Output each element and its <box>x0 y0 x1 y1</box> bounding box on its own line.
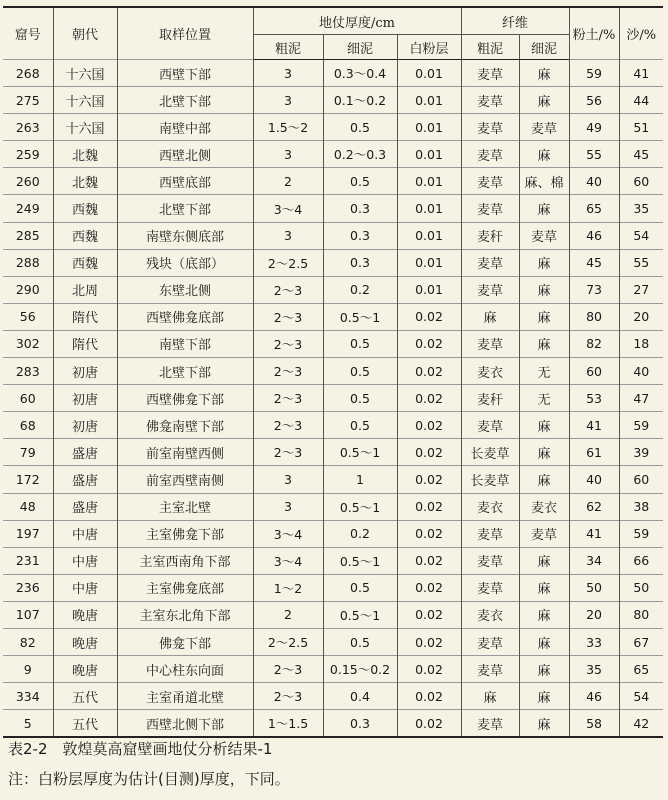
cell-cave-no: 259 <box>3 141 53 168</box>
cell-fiber-coarse: 麦草 <box>461 330 519 357</box>
cell-dynasty: 西魏 <box>53 222 117 249</box>
cell-silt-percent: 58 <box>569 710 619 738</box>
cell-fine-mud-thickness: 1 <box>323 466 397 493</box>
cell-sand-percent: 67 <box>619 628 663 655</box>
cell-silt-percent: 49 <box>569 114 619 141</box>
cell-white-layer-thickness: 0.02 <box>397 330 461 357</box>
cell-fiber-fine: 麻 <box>519 466 569 493</box>
cell-silt-percent: 53 <box>569 385 619 412</box>
cell-fiber-coarse: 麦草 <box>461 87 519 114</box>
cell-location: 前室南壁西侧 <box>117 439 253 466</box>
cell-dynasty: 十六国 <box>53 60 117 87</box>
cell-coarse-mud-thickness: 2～2.5 <box>253 249 323 276</box>
cell-white-layer-thickness: 0.01 <box>397 87 461 114</box>
cell-coarse-mud-thickness: 2～3 <box>253 358 323 385</box>
cell-white-layer-thickness: 0.02 <box>397 385 461 412</box>
cell-sand-percent: 27 <box>619 276 663 303</box>
cell-coarse-mud-thickness: 3～4 <box>253 195 323 222</box>
cell-sand-percent: 38 <box>619 493 663 520</box>
cell-dynasty: 西魏 <box>53 195 117 222</box>
cell-silt-percent: 56 <box>569 87 619 114</box>
cell-fiber-coarse: 麦草 <box>461 276 519 303</box>
cell-location: 主室东北角下部 <box>117 601 253 628</box>
cell-white-layer-thickness: 0.02 <box>397 656 461 683</box>
table-header <box>3 7 663 60</box>
cell-dynasty: 中唐 <box>53 574 117 601</box>
cell-fiber-fine: 麻、棉 <box>519 168 569 195</box>
cell-cave-no: 60 <box>3 385 53 412</box>
cell-fiber-coarse: 麦草 <box>461 114 519 141</box>
cell-coarse-mud-thickness: 3～4 <box>253 520 323 547</box>
cell-fiber-coarse: 麦草 <box>461 656 519 683</box>
cell-fine-mud-thickness: 0.5 <box>323 114 397 141</box>
cell-coarse-mud-thickness: 1～2 <box>253 574 323 601</box>
cell-fine-mud-thickness: 0.3 <box>323 710 397 738</box>
table-row <box>3 330 663 357</box>
cell-sand-percent: 41 <box>619 60 663 87</box>
cell-silt-percent: 59 <box>569 60 619 87</box>
cell-white-layer-thickness: 0.01 <box>397 60 461 87</box>
cell-cave-no: 82 <box>3 628 53 655</box>
cell-fiber-fine: 麦草 <box>519 114 569 141</box>
cell-dynasty: 初唐 <box>53 385 117 412</box>
header-fiber-fine: 细泥 <box>519 35 569 60</box>
table-row <box>3 547 663 574</box>
cell-location: 西壁北侧下部 <box>117 710 253 738</box>
table-row <box>3 222 663 249</box>
table-row <box>3 574 663 601</box>
cell-sand-percent: 35 <box>619 195 663 222</box>
cell-silt-percent: 33 <box>569 628 619 655</box>
header-fiber-coarse: 粗泥 <box>461 35 519 60</box>
cell-fine-mud-thickness: 0.3 <box>323 195 397 222</box>
cell-location: 南壁东侧底部 <box>117 222 253 249</box>
cell-fiber-fine: 麻 <box>519 87 569 114</box>
cell-white-layer-thickness: 0.01 <box>397 141 461 168</box>
cell-location: 主室甬道北壁 <box>117 683 253 710</box>
cell-white-layer-thickness: 0.02 <box>397 683 461 710</box>
table-row <box>3 276 663 303</box>
table-row <box>3 412 663 439</box>
table-row <box>3 168 663 195</box>
cell-fine-mud-thickness: 0.1～0.2 <box>323 87 397 114</box>
cell-white-layer-thickness: 0.01 <box>397 195 461 222</box>
cell-white-layer-thickness: 0.02 <box>397 493 461 520</box>
cell-cave-no: 263 <box>3 114 53 141</box>
cell-sand-percent: 60 <box>619 466 663 493</box>
cell-fiber-fine: 麻 <box>519 303 569 330</box>
cell-fiber-coarse: 麦草 <box>461 520 519 547</box>
cell-fiber-coarse: 长麦草 <box>461 466 519 493</box>
cell-silt-percent: 40 <box>569 466 619 493</box>
cell-cave-no: 197 <box>3 520 53 547</box>
cell-location: 主室佛龛下部 <box>117 520 253 547</box>
cell-coarse-mud-thickness: 3 <box>253 493 323 520</box>
cell-fine-mud-thickness: 0.5～1 <box>323 601 397 628</box>
cell-fine-mud-thickness: 0.5～1 <box>323 547 397 574</box>
cell-sand-percent: 47 <box>619 385 663 412</box>
cell-cave-no: 275 <box>3 87 53 114</box>
cell-dynasty: 五代 <box>53 683 117 710</box>
cell-dynasty: 中唐 <box>53 547 117 574</box>
cell-dynasty: 十六国 <box>53 87 117 114</box>
cell-coarse-mud-thickness: 2～3 <box>253 656 323 683</box>
cell-fine-mud-thickness: 0.5 <box>323 385 397 412</box>
cell-fine-mud-thickness: 0.2～0.3 <box>323 141 397 168</box>
cell-location: 残块（底部） <box>117 249 253 276</box>
cell-fiber-coarse: 麻 <box>461 303 519 330</box>
cell-cave-no: 260 <box>3 168 53 195</box>
cell-white-layer-thickness: 0.02 <box>397 439 461 466</box>
cell-cave-no: 5 <box>3 710 53 738</box>
cell-white-layer-thickness: 0.01 <box>397 114 461 141</box>
cell-white-layer-thickness: 0.02 <box>397 547 461 574</box>
cell-silt-percent: 45 <box>569 249 619 276</box>
table-row <box>3 710 663 738</box>
cell-sand-percent: 42 <box>619 710 663 738</box>
cell-location: 南壁中部 <box>117 114 253 141</box>
cell-location: 西壁佛龛底部 <box>117 303 253 330</box>
cell-fiber-coarse: 长麦草 <box>461 439 519 466</box>
cell-dynasty: 晚唐 <box>53 656 117 683</box>
cell-sand-percent: 54 <box>619 683 663 710</box>
cell-sand-percent: 40 <box>619 358 663 385</box>
cell-fiber-coarse: 麦衣 <box>461 601 519 628</box>
cell-white-layer-thickness: 0.02 <box>397 574 461 601</box>
cell-fiber-fine: 麻 <box>519 574 569 601</box>
header-silt: 粉土/% <box>569 7 619 60</box>
cell-coarse-mud-thickness: 2～3 <box>253 385 323 412</box>
cell-fine-mud-thickness: 0.3～0.4 <box>323 60 397 87</box>
cell-sand-percent: 51 <box>619 114 663 141</box>
cell-coarse-mud-thickness: 3 <box>253 60 323 87</box>
cell-silt-percent: 41 <box>569 520 619 547</box>
header-sand: 沙/% <box>619 7 663 60</box>
cell-fiber-coarse: 麦草 <box>461 710 519 738</box>
cell-white-layer-thickness: 0.02 <box>397 358 461 385</box>
cell-dynasty: 北魏 <box>53 168 117 195</box>
cell-silt-percent: 35 <box>569 656 619 683</box>
cell-silt-percent: 82 <box>569 330 619 357</box>
cell-cave-no: 334 <box>3 683 53 710</box>
cell-fine-mud-thickness: 0.5～1 <box>323 303 397 330</box>
cell-dynasty: 初唐 <box>53 358 117 385</box>
cell-fine-mud-thickness: 0.5 <box>323 168 397 195</box>
cell-white-layer-thickness: 0.01 <box>397 168 461 195</box>
cell-fiber-coarse: 麦草 <box>461 628 519 655</box>
cell-dynasty: 盛唐 <box>53 466 117 493</box>
cell-fine-mud-thickness: 0.2 <box>323 276 397 303</box>
cell-cave-no: 9 <box>3 656 53 683</box>
cell-fine-mud-thickness: 0.5 <box>323 574 397 601</box>
cell-fiber-coarse: 麦草 <box>461 141 519 168</box>
cell-sand-percent: 18 <box>619 330 663 357</box>
cell-fiber-coarse: 麻 <box>461 683 519 710</box>
cell-fiber-coarse: 麦衣 <box>461 493 519 520</box>
cell-cave-no: 302 <box>3 330 53 357</box>
cell-coarse-mud-thickness: 3～4 <box>253 547 323 574</box>
cell-fine-mud-thickness: 0.5～1 <box>323 493 397 520</box>
cell-silt-percent: 80 <box>569 303 619 330</box>
cell-cave-no: 285 <box>3 222 53 249</box>
cell-sand-percent: 39 <box>619 439 663 466</box>
cell-dynasty: 西魏 <box>53 249 117 276</box>
cell-dynasty: 五代 <box>53 710 117 738</box>
cell-coarse-mud-thickness: 2～2.5 <box>253 628 323 655</box>
cell-dynasty: 隋代 <box>53 303 117 330</box>
cell-location: 主室西南角下部 <box>117 547 253 574</box>
cell-cave-no: 68 <box>3 412 53 439</box>
cell-cave-no: 48 <box>3 493 53 520</box>
cell-fiber-fine: 麦衣 <box>519 493 569 520</box>
cell-fiber-fine: 麻 <box>519 710 569 738</box>
table-row <box>3 520 663 547</box>
cell-fiber-coarse: 麦秆 <box>461 385 519 412</box>
cell-fine-mud-thickness: 0.5 <box>323 412 397 439</box>
cell-white-layer-thickness: 0.02 <box>397 710 461 738</box>
cell-coarse-mud-thickness: 1～1.5 <box>253 710 323 738</box>
cell-dynasty: 中唐 <box>53 520 117 547</box>
cell-white-layer-thickness: 0.02 <box>397 520 461 547</box>
analysis-table <box>3 6 663 738</box>
cell-white-layer-thickness: 0.02 <box>397 601 461 628</box>
cell-fine-mud-thickness: 0.5 <box>323 358 397 385</box>
cell-dynasty: 盛唐 <box>53 439 117 466</box>
table-caption: 表2-2 敦煌莫高窟壁画地仗分析结果-1 <box>8 740 273 758</box>
cell-location: 佛龛南壁下部 <box>117 412 253 439</box>
cell-sand-percent: 55 <box>619 249 663 276</box>
cell-location: 西壁北侧 <box>117 141 253 168</box>
cell-sand-percent: 59 <box>619 520 663 547</box>
cell-fine-mud-thickness: 0.5 <box>323 628 397 655</box>
cell-cave-no: 172 <box>3 466 53 493</box>
table-body <box>3 60 663 738</box>
cell-fiber-fine: 麻 <box>519 601 569 628</box>
table-row <box>3 385 663 412</box>
cell-fine-mud-thickness: 0.4 <box>323 683 397 710</box>
cell-white-layer-thickness: 0.01 <box>397 249 461 276</box>
cell-silt-percent: 50 <box>569 574 619 601</box>
cell-coarse-mud-thickness: 2～3 <box>253 303 323 330</box>
table-row <box>3 249 663 276</box>
cell-fiber-fine: 麻 <box>519 683 569 710</box>
cell-dynasty: 隋代 <box>53 330 117 357</box>
header-cave-no: 窟号 <box>3 7 53 60</box>
cell-fiber-coarse: 麦草 <box>461 249 519 276</box>
cell-fine-mud-thickness: 0.15～0.2 <box>323 656 397 683</box>
cell-location: 佛龛下部 <box>117 628 253 655</box>
cell-dynasty: 初唐 <box>53 412 117 439</box>
table-row <box>3 656 663 683</box>
header-thickness-group: 地仗厚度/cm <box>253 7 461 35</box>
cell-location: 主室北壁 <box>117 493 253 520</box>
header-white-layer: 白粉层 <box>397 35 461 60</box>
table-row <box>3 493 663 520</box>
header-fiber-group: 纤维 <box>461 7 569 35</box>
cell-sand-percent: 59 <box>619 412 663 439</box>
cell-fiber-fine: 麻 <box>519 141 569 168</box>
cell-fine-mud-thickness: 0.2 <box>323 520 397 547</box>
cell-silt-percent: 46 <box>569 683 619 710</box>
cell-silt-percent: 61 <box>569 439 619 466</box>
cell-dynasty: 北魏 <box>53 141 117 168</box>
cell-dynasty: 十六国 <box>53 114 117 141</box>
cell-cave-no: 283 <box>3 358 53 385</box>
cell-sand-percent: 45 <box>619 141 663 168</box>
cell-sand-percent: 66 <box>619 547 663 574</box>
cell-coarse-mud-thickness: 3 <box>253 141 323 168</box>
cell-coarse-mud-thickness: 1.5～2 <box>253 114 323 141</box>
cell-location: 中心柱东向面 <box>117 656 253 683</box>
cell-coarse-mud-thickness: 3 <box>253 87 323 114</box>
cell-location: 西壁下部 <box>117 60 253 87</box>
table-row <box>3 439 663 466</box>
table-row <box>3 114 663 141</box>
cell-fiber-coarse: 麦草 <box>461 547 519 574</box>
header-location: 取样位置 <box>117 7 253 60</box>
cell-fine-mud-thickness: 0.3 <box>323 249 397 276</box>
cell-sand-percent: 60 <box>619 168 663 195</box>
cell-cave-no: 79 <box>3 439 53 466</box>
cell-cave-no: 107 <box>3 601 53 628</box>
cell-fiber-fine: 麦草 <box>519 520 569 547</box>
cell-cave-no: 231 <box>3 547 53 574</box>
cell-fiber-fine: 麻 <box>519 412 569 439</box>
cell-dynasty: 盛唐 <box>53 493 117 520</box>
cell-fiber-fine: 麻 <box>519 547 569 574</box>
cell-location: 西壁佛龛下部 <box>117 385 253 412</box>
cell-white-layer-thickness: 0.02 <box>397 303 461 330</box>
cell-fine-mud-thickness: 0.5 <box>323 330 397 357</box>
cell-silt-percent: 60 <box>569 358 619 385</box>
cell-coarse-mud-thickness: 2～3 <box>253 412 323 439</box>
cell-silt-percent: 20 <box>569 601 619 628</box>
cell-location: 主室佛龛底部 <box>117 574 253 601</box>
cell-location: 西壁底部 <box>117 168 253 195</box>
cell-sand-percent: 80 <box>619 601 663 628</box>
table-row <box>3 628 663 655</box>
cell-cave-no: 249 <box>3 195 53 222</box>
cell-sand-percent: 65 <box>619 656 663 683</box>
cell-location: 北壁下部 <box>117 87 253 114</box>
cell-coarse-mud-thickness: 3 <box>253 222 323 249</box>
cell-fiber-coarse: 麦衣 <box>461 358 519 385</box>
cell-location: 前室西壁南侧 <box>117 466 253 493</box>
cell-fiber-fine: 麻 <box>519 60 569 87</box>
cell-cave-no: 290 <box>3 276 53 303</box>
cell-fiber-fine: 无 <box>519 385 569 412</box>
table-row <box>3 195 663 222</box>
cell-fiber-fine: 麻 <box>519 628 569 655</box>
table-row <box>3 141 663 168</box>
cell-fine-mud-thickness: 0.3 <box>323 222 397 249</box>
cell-silt-percent: 73 <box>569 276 619 303</box>
cell-fiber-coarse: 麦草 <box>461 195 519 222</box>
cell-sand-percent: 50 <box>619 574 663 601</box>
cell-white-layer-thickness: 0.01 <box>397 222 461 249</box>
cell-fiber-fine: 麻 <box>519 276 569 303</box>
cell-silt-percent: 65 <box>569 195 619 222</box>
cell-coarse-mud-thickness: 3 <box>253 466 323 493</box>
cell-white-layer-thickness: 0.02 <box>397 628 461 655</box>
cell-fiber-fine: 麻 <box>519 439 569 466</box>
table-row <box>3 601 663 628</box>
cell-sand-percent: 20 <box>619 303 663 330</box>
cell-fiber-fine: 麻 <box>519 195 569 222</box>
cell-location: 北壁下部 <box>117 358 253 385</box>
header-coarse-mud: 粗泥 <box>253 35 323 60</box>
cell-fiber-fine: 麻 <box>519 656 569 683</box>
cell-coarse-mud-thickness: 2～3 <box>253 330 323 357</box>
cell-white-layer-thickness: 0.02 <box>397 466 461 493</box>
cell-silt-percent: 62 <box>569 493 619 520</box>
header-fine-mud: 细泥 <box>323 35 397 60</box>
cell-fine-mud-thickness: 0.5～1 <box>323 439 397 466</box>
cell-coarse-mud-thickness: 2～3 <box>253 276 323 303</box>
table-row <box>3 466 663 493</box>
cell-silt-percent: 46 <box>569 222 619 249</box>
cell-fiber-coarse: 麦秆 <box>461 222 519 249</box>
cell-coarse-mud-thickness: 2～3 <box>253 683 323 710</box>
cell-silt-percent: 34 <box>569 547 619 574</box>
cell-dynasty: 晚唐 <box>53 601 117 628</box>
cell-fiber-coarse: 麦草 <box>461 574 519 601</box>
table-row <box>3 87 663 114</box>
cell-location: 南壁下部 <box>117 330 253 357</box>
table-note: 注：白粉层厚度为估计(目测)厚度，下同。 <box>8 770 290 788</box>
cell-location: 东壁北侧 <box>117 276 253 303</box>
table-row <box>3 683 663 710</box>
cell-cave-no: 268 <box>3 60 53 87</box>
header-dynasty: 朝代 <box>53 7 117 60</box>
cell-fiber-fine: 麻 <box>519 249 569 276</box>
cell-location: 北壁下部 <box>117 195 253 222</box>
cell-fiber-fine: 无 <box>519 358 569 385</box>
cell-fiber-fine: 麦草 <box>519 222 569 249</box>
cell-coarse-mud-thickness: 2～3 <box>253 439 323 466</box>
cell-fiber-fine: 麻 <box>519 330 569 357</box>
cell-cave-no: 56 <box>3 303 53 330</box>
cell-white-layer-thickness: 0.01 <box>397 276 461 303</box>
cell-silt-percent: 55 <box>569 141 619 168</box>
table-row <box>3 303 663 330</box>
cell-fiber-coarse: 麦草 <box>461 60 519 87</box>
cell-sand-percent: 44 <box>619 87 663 114</box>
cell-cave-no: 288 <box>3 249 53 276</box>
cell-coarse-mud-thickness: 2 <box>253 168 323 195</box>
table-row <box>3 60 663 87</box>
cell-dynasty: 北周 <box>53 276 117 303</box>
table-row <box>3 358 663 385</box>
cell-fiber-coarse: 麦草 <box>461 412 519 439</box>
cell-white-layer-thickness: 0.02 <box>397 412 461 439</box>
cell-fiber-coarse: 麦草 <box>461 168 519 195</box>
cell-sand-percent: 54 <box>619 222 663 249</box>
cell-dynasty: 晚唐 <box>53 628 117 655</box>
cell-silt-percent: 41 <box>569 412 619 439</box>
cell-coarse-mud-thickness: 2 <box>253 601 323 628</box>
cell-silt-percent: 40 <box>569 168 619 195</box>
cell-cave-no: 236 <box>3 574 53 601</box>
